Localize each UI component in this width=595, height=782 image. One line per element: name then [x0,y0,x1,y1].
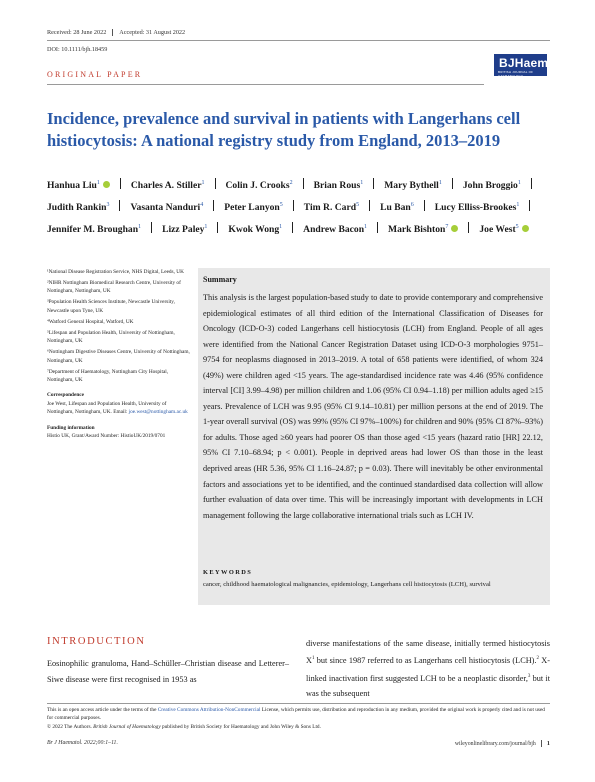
author-name[interactable]: Charles A. Stiller$^1$ [130,180,205,192]
author-name[interactable]: Mark Bishton$^7$ [388,224,458,235]
affiliation-item: ⁵Lifespan and Population Health, University of Nottingham, Nottingham, UK [47,329,175,345]
author-name[interactable]: Hanhua Liu$^1$ [47,180,110,191]
affiliations-column [47,268,192,443]
author-affiliation-ref: 6 [410,201,414,208]
author-affiliation-ref: 2 [289,180,293,186]
author-affiliation-ref: 1 [279,223,283,230]
author-name[interactable]: Kwok Wong$^1$ [228,223,283,236]
summary-text: This analysis is the largest population-based study to date to provide contemporary and comprehensive epidemiological estimates of all third edition of the International Classification of Diseases for Oncology (ICD-O-3) coded Langerhans cell histiocytosis (LCH) from England. People of all ages were identified from the National Cancer Registration Dataset using ICD-O-3 morphologies 9751–9754 for neoplasms diagnosed in 2013–2019. A total of 658 patients were identified, of whom 324 (49%) were children aged <15 years. The age-standardised incidence rate was 4.46 (95% confidence interval [CI] 3.99–4.98) per million children and 1.06 (95% CI 0.94–1.18) per million adults aged ≥15 years. Prevalence of LCH was 9.95 (95% CI 9.14–10.81) per million persons at the end of 2019. The 1-year overall survival (OS) was 99% (95% CI 97%–100%) for children and 90% (95% CI 87%–93%) for adults. Those aged ≥60 years had poorer OS than those aged <15 years (hazard ratio [HR] 22.12, 95% CI 7.10–68.94; p < 0.001). People in deprived areas had lower OS than those in the least deprived areas (HR 5.36, 95% CI 1.16–24.87; p = 0.03). There will inevitably be other environmental factors and associations yet to be identified, and the continued standardised data collection will allow further evaluation of data over time. This will be increasingly important with developments in LCH management following the large collaborative international trials such as LCH IV. [203,293,543,520]
affiliation-item: ⁴Watford General Hospital, Watford, UK [47,318,134,325]
citation: Br J Haematol. 2022;00:1–11. [47,740,118,746]
divider [541,740,542,747]
section-label: ORIGINAL PAPER [47,70,143,79]
email-link[interactable]: joe.west@nottingham.ac.uk [128,409,188,416]
doi[interactable]: DOI: 10.1111/bjh.18459 [47,46,108,53]
author-name[interactable]: Lucy Elliss-Brookes$^1$ [434,201,520,214]
orcid-icon[interactable] [103,181,110,188]
author-affiliation-ref: 1 [516,201,520,208]
affiliation-item: ⁶Nottingham Digestive Diseases Centre, University of Nottingham, Nottingham, UK [47,349,190,364]
author-name[interactable]: Vasanta Nanduri$^4$ [130,201,204,214]
affiliation-item: ³Population Health Sciences Institute, Newcastle University, Newcastle upon Tyne, UK [47,299,175,314]
author-name[interactable]: Colin J. Crooks$^2$ [225,180,293,192]
author-affiliation-ref: 1 [438,180,442,186]
funding-heading: Funding information [47,424,95,431]
article-dates [47,29,185,36]
author-name[interactable]: Judith Rankin$^3$ [47,201,110,214]
orcid-icon[interactable] [522,225,529,232]
author-separator [120,178,121,189]
article-title: Incidence, prevalence and survival in patients with Langerhans cell histiocytosis: A national registry study from England, 2013–2019 [47,109,521,150]
author-affiliation-ref: 1 [201,180,205,186]
copyright-text: © 2022 The Authors. British Journal of Haematology published by British Society for Haematology and John Wiley & Sons Ltd. [47,723,321,730]
author-name[interactable]: Andrew Bacon$^1$ [303,223,368,236]
author-name[interactable]: Tim R. Card$^5$ [303,201,360,214]
author-name[interactable]: Brian Rous$^1$ [313,180,364,192]
author-affiliation-ref: 1 [517,180,521,186]
introduction-heading: INTRODUCTION [47,636,146,647]
author-affiliation-ref: 4 [200,201,204,208]
author-affiliation-ref: 1 [364,223,368,230]
license-text: This is an open access article under the terms of the Creative Commons Attribution-NonCommercial License, which permits use, distribution and reproduction in any medium, provided the original work is properly cited and is not used for commercial purposes. [47,707,545,722]
page-number: 1 [546,740,550,747]
summary-heading: Summary [203,275,237,284]
logo-subtitle: BRITISH JOURNAL OF HAEMATOLOGY [498,70,534,78]
author-separator [119,200,120,211]
citation-ref[interactable]: 2 [536,656,539,662]
author-affiliation-ref: 5 [515,223,519,230]
keywords-text: cancer, childhood haematological malignancies, epidemiology, Langerhans cell histiocytosis (LCH), survival [203,581,491,588]
author-affiliation-ref: 1 [138,223,142,230]
divider [112,29,113,36]
author-affiliation-ref: 7 [445,223,449,230]
author-separator [452,178,453,189]
page-footer [47,740,550,746]
author-affiliation-ref: 5 [356,201,360,208]
received-date: Received: 28 June 2022 [47,29,107,36]
author-separator [531,178,532,189]
citation-ref[interactable]: 3 [527,673,531,679]
author-separator [468,222,469,233]
author-name[interactable]: John Broggio$^1$ [462,180,521,192]
author-separator [529,200,530,211]
author-name[interactable]: Peter Lanyon$^5$ [224,201,283,214]
introduction-column-2: diverse manifestations of the same disease, initially termed histiocytosis $X^1$ but since 1987 referred to as Langerhans cell histiocytosis (LCH).$^2$ X-linked inactivation first suggested LCH to be a neoplastic disorder,$^3$ but it was the subsequent [306,639,550,698]
author-separator [369,200,370,211]
author-separator [215,178,216,189]
author-separator [217,222,218,233]
correspondence-heading: Correspondence [47,392,84,399]
author-separator [292,222,293,233]
divider [47,40,550,41]
author-name[interactable]: Mary Bythell$^1$ [384,180,442,192]
orcid-icon[interactable] [451,225,458,232]
author-affiliation-ref: 1 [96,180,100,186]
author-separator [377,222,378,233]
author-separator [303,178,304,189]
author-separator [213,200,214,211]
author-name[interactable]: Joe West$^5$ [479,224,528,235]
author-separator [373,178,374,189]
license-footer [47,706,550,731]
divider [47,84,484,85]
keywords-heading: KEYWORDS [203,569,253,576]
author-separator [151,222,152,233]
citation-ref[interactable]: 1 [311,656,315,662]
footer-right [455,740,550,747]
logo-text: BJHaem [499,56,549,70]
author-affiliation-ref: 1 [204,223,208,230]
journal-site-link[interactable]: wileyonlinelibrary.com/journal/bjh [454,741,536,747]
correspondence-text: Joe West, Lifespan and Population Health, University of Nottingham, Nottingham, UK. Email: joe.west@nottingham.ac.uk [47,400,188,416]
affiliation-item: ⁷Department of Haematology, Nottingham City Hospital, Nottingham, UK [47,368,169,384]
introduction-column-1: Eosinophilic granuloma, Hand–Schüller–Christian disease and Letterer–Siwe disease were first recognised in 1953 as [47,659,289,684]
divider [47,703,550,704]
author-name[interactable]: Lu Ban$^6$ [380,201,414,214]
author-affiliation-ref: 5 [279,201,283,208]
author-affiliation-ref: 1 [360,180,364,186]
license-link[interactable]: Creative Commons Attribution-NonCommercial [157,707,261,713]
journal-logo [494,54,547,76]
accepted-date: Accepted: 31 August 2022 [119,29,186,36]
author-separator [424,200,425,211]
funding-text: Histio UK, Grant/Award Number: HistioUK/2019/0701 [47,433,166,440]
author-name[interactable]: Jennifer M. Broughan$^1$ [47,223,142,236]
affiliation-list [47,268,192,384]
author-separator [293,200,294,211]
author-affiliation-ref: 3 [106,201,110,208]
author-list [47,174,557,240]
affiliation-item: ¹National Disease Registration Service, NHS Digital, Leeds, UK [47,269,184,275]
author-name[interactable]: Lizz Paley$^1$ [162,223,208,236]
affiliation-item: ²NIHR Nottingham Biomedical Research Centre, University of Nottingham, Nottingham, UK [47,280,181,295]
